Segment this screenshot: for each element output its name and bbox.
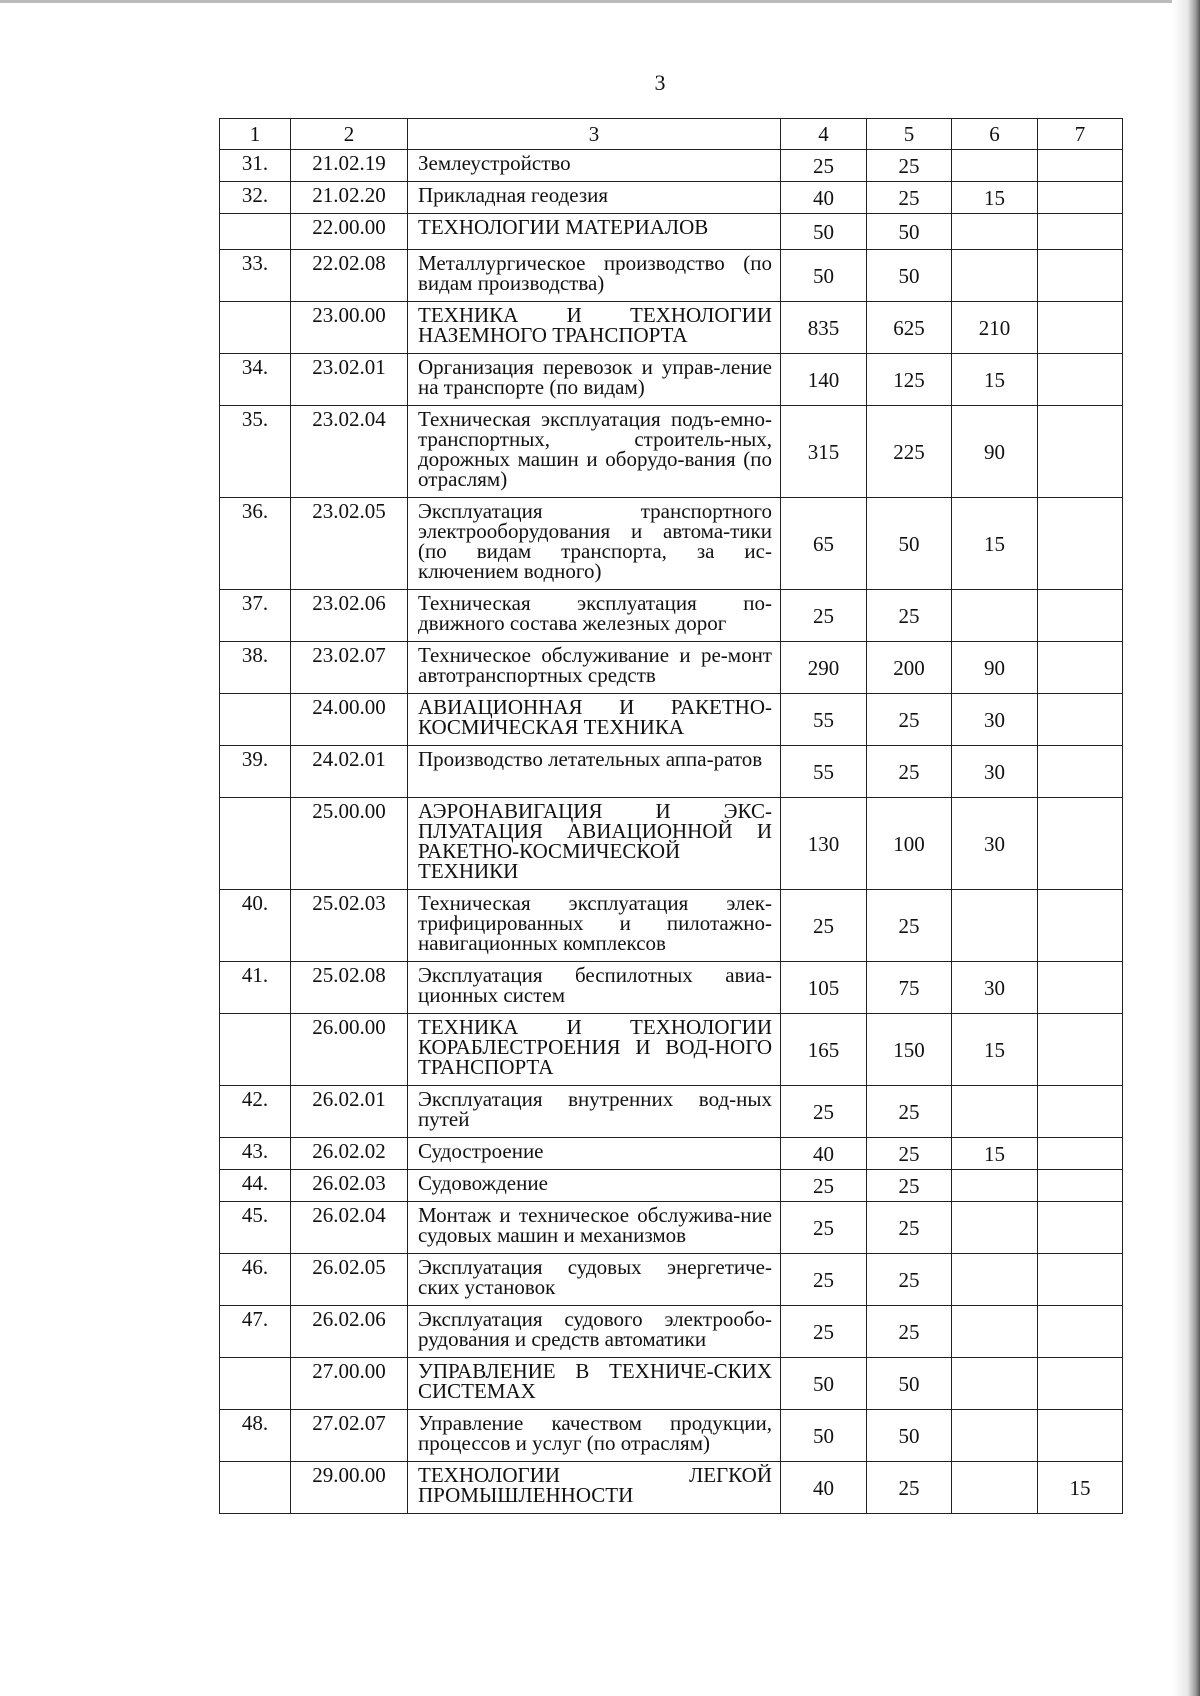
table-row: [220, 694, 1123, 746]
row-number-cell: 48.: [220, 1410, 291, 1462]
col7-cell: [1038, 1306, 1123, 1358]
code-cell: 29.00.00: [291, 1462, 408, 1514]
col5-cell: 25: [867, 182, 952, 214]
name-cell: Техническое обслуживание и ре-монт автотранспортных средств: [408, 642, 781, 694]
col7-cell: [1038, 1170, 1123, 1202]
table-row: [220, 1202, 1123, 1254]
col7-cell: [1038, 962, 1123, 1014]
col6-cell: 90: [952, 642, 1038, 694]
table-row: [220, 182, 1123, 214]
col5-cell: 25: [867, 746, 952, 798]
col7-cell: [1038, 182, 1123, 214]
col7-cell: [1038, 1254, 1123, 1306]
name-cell: Техническая эксплуатация подъ-емно-транспортных, строитель-ных, дорожных машин и оборудо-вания (по отраслям): [408, 406, 781, 498]
row-number-cell: 38.: [220, 642, 291, 694]
col4-cell: 55: [781, 746, 867, 798]
col4-cell: 50: [781, 1410, 867, 1462]
col4-cell: 25: [781, 1170, 867, 1202]
col5-cell: 100: [867, 798, 952, 890]
row-number-cell: 34.: [220, 354, 291, 406]
name-cell: Землеустройство: [408, 150, 781, 182]
code-cell: 26.02.04: [291, 1202, 408, 1254]
row-number-cell: 32.: [220, 182, 291, 214]
col4-cell: 290: [781, 642, 867, 694]
name-cell: Техническая эксплуатация элек-трифицированных и пилотажно-навигационных комплексов: [408, 890, 781, 962]
header-cell: 6: [952, 119, 1038, 150]
col7-cell: [1038, 590, 1123, 642]
quota-table: [219, 118, 1123, 1514]
col7-cell: [1038, 1086, 1123, 1138]
code-cell: 26.02.05: [291, 1254, 408, 1306]
code-cell: 23.02.01: [291, 354, 408, 406]
col7-cell: [1038, 1138, 1123, 1170]
col7-cell: [1038, 1202, 1123, 1254]
table-row: [220, 746, 1123, 798]
code-cell: 26.00.00: [291, 1014, 408, 1086]
table-row: [220, 354, 1123, 406]
page-edge-shadow: [1172, 0, 1200, 1696]
col7-cell: [1038, 250, 1123, 302]
col6-cell: 15: [952, 1138, 1038, 1170]
row-number-cell: 47.: [220, 1306, 291, 1358]
row-number-cell: [220, 1358, 291, 1410]
col4-cell: 25: [781, 1254, 867, 1306]
code-cell: 24.02.01: [291, 746, 408, 798]
col5-cell: 25: [867, 1170, 952, 1202]
table-row: [220, 1014, 1123, 1086]
name-cell: Монтаж и техническое обслужива-ние судовых машин и механизмов: [408, 1202, 781, 1254]
header-cell: 7: [1038, 119, 1123, 150]
col6-cell: 90: [952, 406, 1038, 498]
code-cell: 23.02.04: [291, 406, 408, 498]
name-cell: ТЕХНОЛОГИИ ЛЕГКОЙ ПРОМЫШЛЕННОСТИ: [408, 1462, 781, 1514]
col6-cell: [952, 1462, 1038, 1514]
col4-cell: 50: [781, 1358, 867, 1410]
code-cell: 23.02.06: [291, 590, 408, 642]
col7-cell: [1038, 798, 1123, 890]
name-cell: ТЕХНИКА И ТЕХНОЛОГИИ КОРАБЛЕСТРОЕНИЯ И ВОД-НОГО ТРАНСПОРТА: [408, 1014, 781, 1086]
name-cell: Эксплуатация судового электрообо-рудования и средств автоматики: [408, 1306, 781, 1358]
code-cell: 26.02.01: [291, 1086, 408, 1138]
col5-cell: 50: [867, 250, 952, 302]
code-cell: 24.00.00: [291, 694, 408, 746]
table-row: [220, 1306, 1123, 1358]
col7-cell: [1038, 642, 1123, 694]
row-number-cell: 44.: [220, 1170, 291, 1202]
col6-cell: [952, 1254, 1038, 1306]
col7-cell: [1038, 746, 1123, 798]
col4-cell: 25: [781, 890, 867, 962]
table-row: [220, 798, 1123, 890]
code-cell: 27.02.07: [291, 1410, 408, 1462]
table-row: [220, 214, 1123, 250]
col6-cell: 30: [952, 694, 1038, 746]
code-cell: 22.02.08: [291, 250, 408, 302]
col5-cell: 25: [867, 1254, 952, 1306]
col5-cell: 25: [867, 590, 952, 642]
code-cell: 21.02.20: [291, 182, 408, 214]
row-number-cell: [220, 798, 291, 890]
row-number-cell: 39.: [220, 746, 291, 798]
row-number-cell: 31.: [220, 150, 291, 182]
col5-cell: 200: [867, 642, 952, 694]
col6-cell: 210: [952, 302, 1038, 354]
col4-cell: 55: [781, 694, 867, 746]
name-cell: Эксплуатация внутренних вод-ных путей: [408, 1086, 781, 1138]
row-number-cell: [220, 1462, 291, 1514]
code-cell: 23.00.00: [291, 302, 408, 354]
name-cell: Судовождение: [408, 1170, 781, 1202]
col4-cell: 65: [781, 498, 867, 590]
col6-cell: [952, 1170, 1038, 1202]
name-cell: Управление качеством продукции, процессов и услуг (по отраслям): [408, 1410, 781, 1462]
table-row: [220, 302, 1123, 354]
col5-cell: 25: [867, 1138, 952, 1170]
row-number-cell: 42.: [220, 1086, 291, 1138]
col5-cell: 625: [867, 302, 952, 354]
name-cell: АВИАЦИОННАЯ И РАКЕТНО-КОСМИЧЕСКАЯ ТЕХНИКА: [408, 694, 781, 746]
col6-cell: [952, 250, 1038, 302]
table-row: [220, 1170, 1123, 1202]
header-cell: 5: [867, 119, 952, 150]
col7-cell: 15: [1038, 1462, 1123, 1514]
row-number-cell: 36.: [220, 498, 291, 590]
col4-cell: 25: [781, 1086, 867, 1138]
header-cell: 4: [781, 119, 867, 150]
col6-cell: 15: [952, 354, 1038, 406]
code-cell: 27.00.00: [291, 1358, 408, 1410]
table-row: [220, 150, 1123, 182]
table-row: [220, 642, 1123, 694]
col4-cell: 25: [781, 150, 867, 182]
col7-cell: [1038, 354, 1123, 406]
code-cell: 22.00.00: [291, 214, 408, 250]
col7-cell: [1038, 1014, 1123, 1086]
col6-cell: 30: [952, 962, 1038, 1014]
name-cell: Эксплуатация транспортного электрооборудования и автома-тики (по видам транспорта, за ис-ключением водного): [408, 498, 781, 590]
row-number-cell: [220, 1014, 291, 1086]
code-cell: 23.02.05: [291, 498, 408, 590]
col4-cell: 130: [781, 798, 867, 890]
name-cell: Эксплуатация беспилотных авиа-ционных систем: [408, 962, 781, 1014]
table-row: [220, 1254, 1123, 1306]
row-number-cell: 41.: [220, 962, 291, 1014]
name-cell: УПРАВЛЕНИЕ В ТЕХНИЧЕ-СКИХ СИСТЕМАХ: [408, 1358, 781, 1410]
col6-cell: [952, 1202, 1038, 1254]
row-number-cell: [220, 694, 291, 746]
col6-cell: [952, 1086, 1038, 1138]
row-number-cell: 43.: [220, 1138, 291, 1170]
col5-cell: 25: [867, 1086, 952, 1138]
col7-cell: [1038, 150, 1123, 182]
col4-cell: 25: [781, 1202, 867, 1254]
row-number-cell: [220, 214, 291, 250]
row-number-cell: [220, 302, 291, 354]
col6-cell: [952, 150, 1038, 182]
col5-cell: 25: [867, 1462, 952, 1514]
col7-cell: [1038, 302, 1123, 354]
table-row: [220, 1410, 1123, 1462]
col6-cell: [952, 1358, 1038, 1410]
name-cell: Техническая эксплуатация по-движного состава железных дорог: [408, 590, 781, 642]
col5-cell: 50: [867, 498, 952, 590]
table-row: [220, 590, 1123, 642]
row-number-cell: 35.: [220, 406, 291, 498]
name-cell: Организация перевозок и управ-ление на транспорте (по видам): [408, 354, 781, 406]
name-cell: АЭРОНАВИГАЦИЯ И ЭКС-ПЛУАТАЦИЯ АВИАЦИОННОЙ И РАКЕТНО-КОСМИЧЕСКОЙ ТЕХНИКИ: [408, 798, 781, 890]
name-cell: ТЕХНИКА И ТЕХНОЛОГИИ НАЗЕМНОГО ТРАНСПОРТА: [408, 302, 781, 354]
col7-cell: [1038, 1410, 1123, 1462]
row-number-cell: 45.: [220, 1202, 291, 1254]
table-row: [220, 1462, 1123, 1514]
header-cell: 2: [291, 119, 408, 150]
col4-cell: 40: [781, 182, 867, 214]
table-row: [220, 1358, 1123, 1410]
name-cell: ТЕХНОЛОГИИ МАТЕРИАЛОВ: [408, 214, 781, 250]
col4-cell: 25: [781, 590, 867, 642]
col4-cell: 140: [781, 354, 867, 406]
col4-cell: 50: [781, 214, 867, 250]
table-row: [220, 498, 1123, 590]
name-cell: Эксплуатация судовых энергетиче-ских установок: [408, 1254, 781, 1306]
table-row: [220, 1086, 1123, 1138]
col6-cell: 15: [952, 498, 1038, 590]
col4-cell: 50: [781, 250, 867, 302]
code-cell: 25.00.00: [291, 798, 408, 890]
code-cell: 21.02.19: [291, 150, 408, 182]
row-number-cell: 46.: [220, 1254, 291, 1306]
col7-cell: [1038, 694, 1123, 746]
col4-cell: 40: [781, 1462, 867, 1514]
col4-cell: 165: [781, 1014, 867, 1086]
col5-cell: 25: [867, 890, 952, 962]
header-cell: 1: [220, 119, 291, 150]
col5-cell: 25: [867, 694, 952, 746]
col7-cell: [1038, 1358, 1123, 1410]
name-cell: Металлургическое производство (по видам производства): [408, 250, 781, 302]
table-row: [220, 1138, 1123, 1170]
col7-cell: [1038, 406, 1123, 498]
col5-cell: 50: [867, 1358, 952, 1410]
col6-cell: [952, 214, 1038, 250]
page-number: 3: [654, 70, 666, 95]
col5-cell: 75: [867, 962, 952, 1014]
table-header-row: [220, 119, 1123, 150]
col5-cell: 150: [867, 1014, 952, 1086]
col6-cell: 15: [952, 182, 1038, 214]
col6-cell: 30: [952, 798, 1038, 890]
col4-cell: 835: [781, 302, 867, 354]
table-row: [220, 406, 1123, 498]
col4-cell: 105: [781, 962, 867, 1014]
row-number-cell: 37.: [220, 590, 291, 642]
col7-cell: [1038, 890, 1123, 962]
col5-cell: 50: [867, 214, 952, 250]
col6-cell: [952, 1306, 1038, 1358]
row-number-cell: 40.: [220, 890, 291, 962]
code-cell: 26.02.03: [291, 1170, 408, 1202]
page-top-edge: [0, 0, 1200, 3]
col6-cell: [952, 590, 1038, 642]
name-cell: Судостроение: [408, 1138, 781, 1170]
col7-cell: [1038, 214, 1123, 250]
table-row: [220, 962, 1123, 1014]
table-row: [220, 250, 1123, 302]
code-cell: 26.02.06: [291, 1306, 408, 1358]
code-cell: 23.02.07: [291, 642, 408, 694]
row-number-cell: 33.: [220, 250, 291, 302]
code-cell: 26.02.02: [291, 1138, 408, 1170]
col7-cell: [1038, 498, 1123, 590]
col5-cell: 25: [867, 1306, 952, 1358]
col6-cell: 15: [952, 1014, 1038, 1086]
header-cell: 3: [408, 119, 781, 150]
name-cell: Производство летательных аппа-ратов: [408, 746, 781, 798]
col5-cell: 125: [867, 354, 952, 406]
col5-cell: 225: [867, 406, 952, 498]
col6-cell: [952, 890, 1038, 962]
col5-cell: 25: [867, 150, 952, 182]
table-row: [220, 890, 1123, 962]
col4-cell: 25: [781, 1306, 867, 1358]
col5-cell: 50: [867, 1410, 952, 1462]
col4-cell: 315: [781, 406, 867, 498]
code-cell: 25.02.08: [291, 962, 408, 1014]
col6-cell: [952, 1410, 1038, 1462]
code-cell: 25.02.03: [291, 890, 408, 962]
col4-cell: 40: [781, 1138, 867, 1170]
col5-cell: 25: [867, 1202, 952, 1254]
col6-cell: 30: [952, 746, 1038, 798]
name-cell: Прикладная геодезия: [408, 182, 781, 214]
